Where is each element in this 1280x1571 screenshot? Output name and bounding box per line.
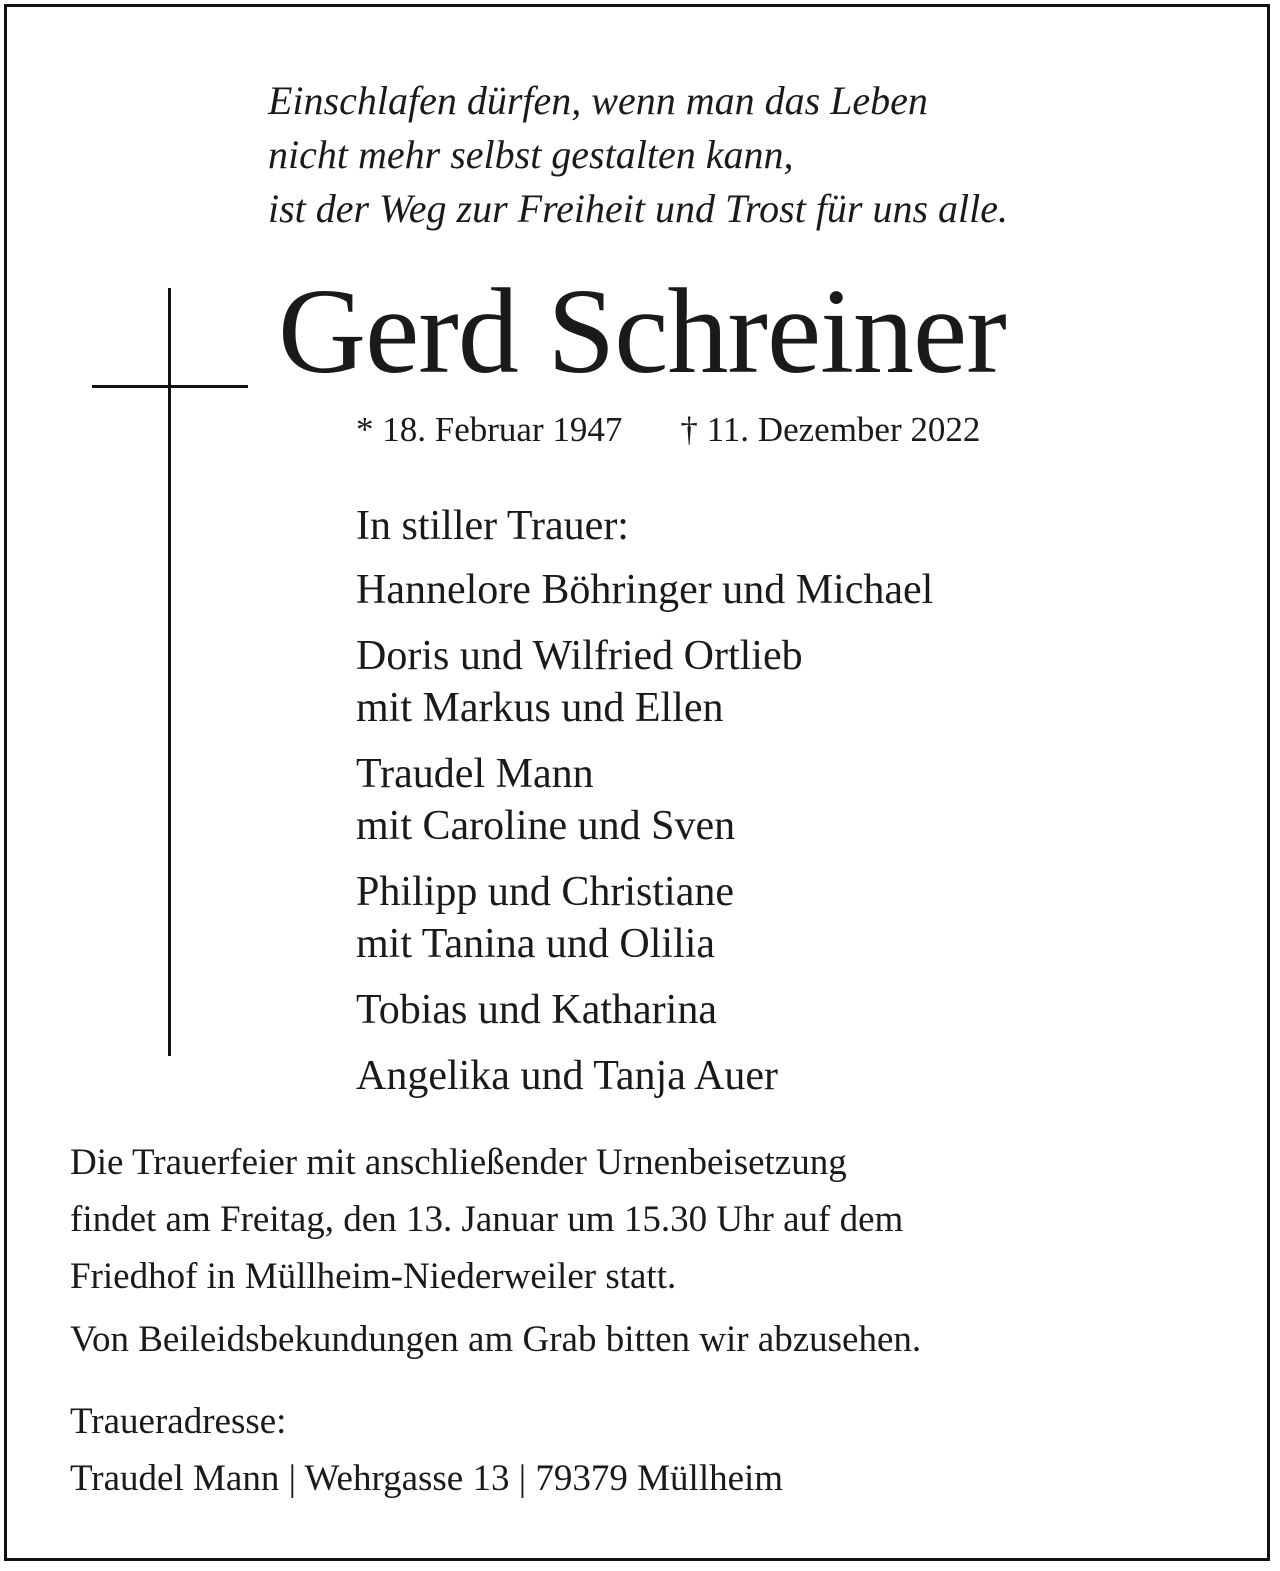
mourner-line: Philipp und Christiane — [356, 869, 734, 915]
mourner-line: mit Caroline und Sven — [356, 803, 736, 849]
ceremony-line: Friedhof in Müllheim-Niederweiler statt. — [70, 1256, 677, 1297]
ceremony-line: findet am Freitag, den 13. Januar um 15.30 Uhr auf dem — [70, 1199, 904, 1240]
mourner-line: Tobias und Katharina — [356, 987, 717, 1033]
mourner-line: Angelika und Tanja Auer — [356, 1053, 779, 1099]
mourner-line: mit Markus und Ellen — [356, 685, 724, 731]
mourner-line: mit Tanina und Olilia — [356, 921, 716, 967]
cross-icon-vertical — [168, 288, 171, 1056]
condolence-request: Von Beileidsbekundungen am Grab bitten wir abzusehen. — [70, 1319, 922, 1360]
motto-line: ist der Weg zur Freiheit und Trost für uns alle. — [268, 186, 1009, 231]
mourners-intro: In stiller Trauer: — [356, 503, 629, 549]
deceased-name: Gerd Schreiner — [278, 264, 1006, 399]
mourners-list — [356, 500, 933, 1116]
ceremony-line: Die Trauerfeier mit anschließender Urnenbeisetzung — [70, 1142, 847, 1183]
mourner-group — [356, 630, 933, 734]
mourner-group — [356, 984, 933, 1036]
address-line: Traudel Mann | Wehrgasse 13 | 79379 Müllheim — [70, 1458, 784, 1499]
mourner-group — [356, 564, 933, 616]
motto-quote — [268, 74, 1008, 236]
cross-icon-horizontal — [92, 385, 248, 388]
mourner-group — [356, 866, 933, 970]
life-dates — [356, 408, 980, 452]
mourner-line: Hannelore Böhringer und Michael — [356, 567, 934, 613]
mourning-address — [70, 1393, 783, 1507]
mourner-line: Traudel Mann — [356, 751, 594, 797]
mourner-group — [356, 1050, 933, 1102]
death-date: † 11. Dezember 2022 — [680, 410, 981, 449]
motto-line: Einschlafen dürfen, wenn man das Leben — [268, 78, 928, 123]
birth-date: * 18. Februar 1947 — [356, 410, 623, 449]
mourner-group — [356, 748, 933, 852]
motto-line: nicht mehr selbst gestalten kann, — [268, 132, 794, 177]
ceremony-info — [70, 1134, 921, 1368]
mourner-line: Doris und Wilfried Ortlieb — [356, 633, 803, 679]
ceremony-text — [70, 1134, 921, 1305]
address-label: Traueradresse: — [70, 1401, 287, 1442]
